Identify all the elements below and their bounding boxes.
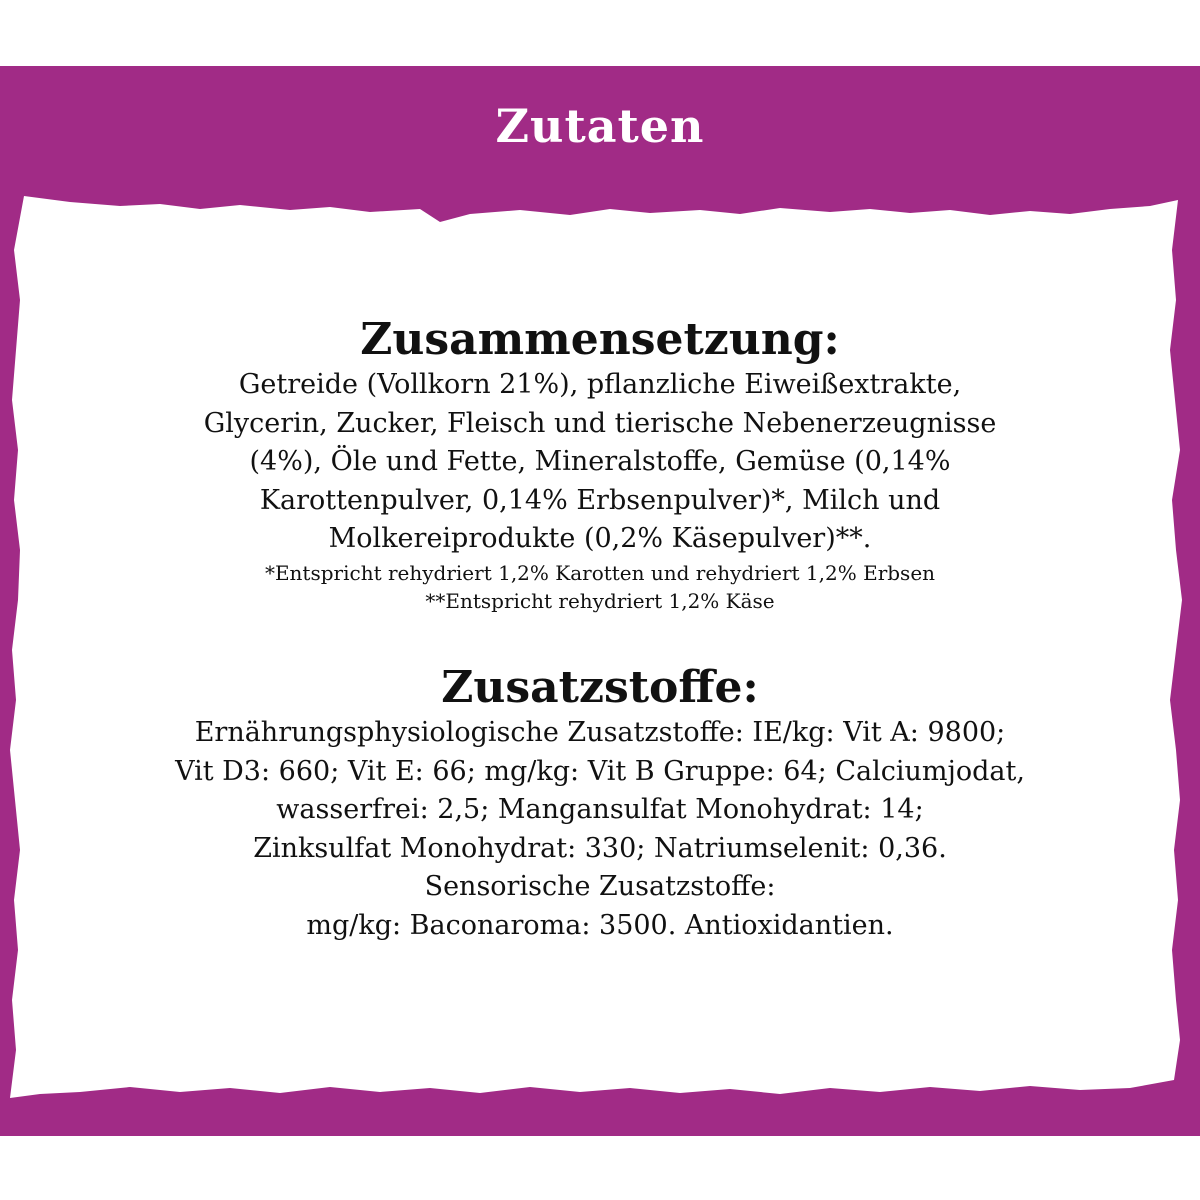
- composition-text: [40, 366, 1160, 559]
- footnote-carrot-peas: *Entspricht rehydriert 1,2% Karotten und rehydriert 1,2% Erbsen: [264, 560, 936, 585]
- additives-line: Zinksulfat Monohydrat: 330; Natriumselenit: 0,36.: [253, 832, 947, 864]
- composition-heading: Zusammensetzung:: [360, 314, 840, 365]
- additives-line: Vit D3: 660; Vit E: 66; mg/kg: Vit B Gruppe: 64; Calciumjodat,: [175, 755, 1025, 787]
- additives-text: [40, 714, 1160, 945]
- composition-line: Getreide (Vollkorn 21%), pflanzliche Eiweißextrakte,: [238, 369, 962, 400]
- composition-line: (4%), Öle und Fette, Mineralstoffe, Gemüse (0,14%: [249, 446, 951, 477]
- footnotes: [40, 559, 1160, 615]
- composition-line: Karottenpulver, 0,14% Erbsenpulver)*, Milch und: [259, 484, 941, 516]
- additives-line: Ernährungsphysiologische Zusatzstoffe: IE/kg: Vit A: 9800;: [194, 717, 1006, 748]
- composition-section: [40, 314, 1160, 615]
- page-title: Zutaten: [495, 99, 705, 153]
- footnote-cheese: **Entspricht rehydriert 1,2% Käse: [425, 588, 775, 613]
- composition-line: Glycerin, Zucker, Fleisch und tierische Nebenerzeugnisse: [203, 407, 997, 439]
- additives-heading: Zusatzstoffe:: [441, 662, 759, 713]
- additives-line: mg/kg: Baconaroma: 3500. Antioxidantien.: [306, 909, 894, 941]
- additives-line: Sensorische Zusatzstoffe:: [424, 871, 776, 902]
- additives-section: [40, 662, 1160, 945]
- additives-line: wasserfrei: 2,5; Mangansulfat Monohydrat: 14;: [276, 794, 924, 825]
- composition-line: Molkereiprodukte (0,2% Käsepulver)**.: [328, 523, 872, 554]
